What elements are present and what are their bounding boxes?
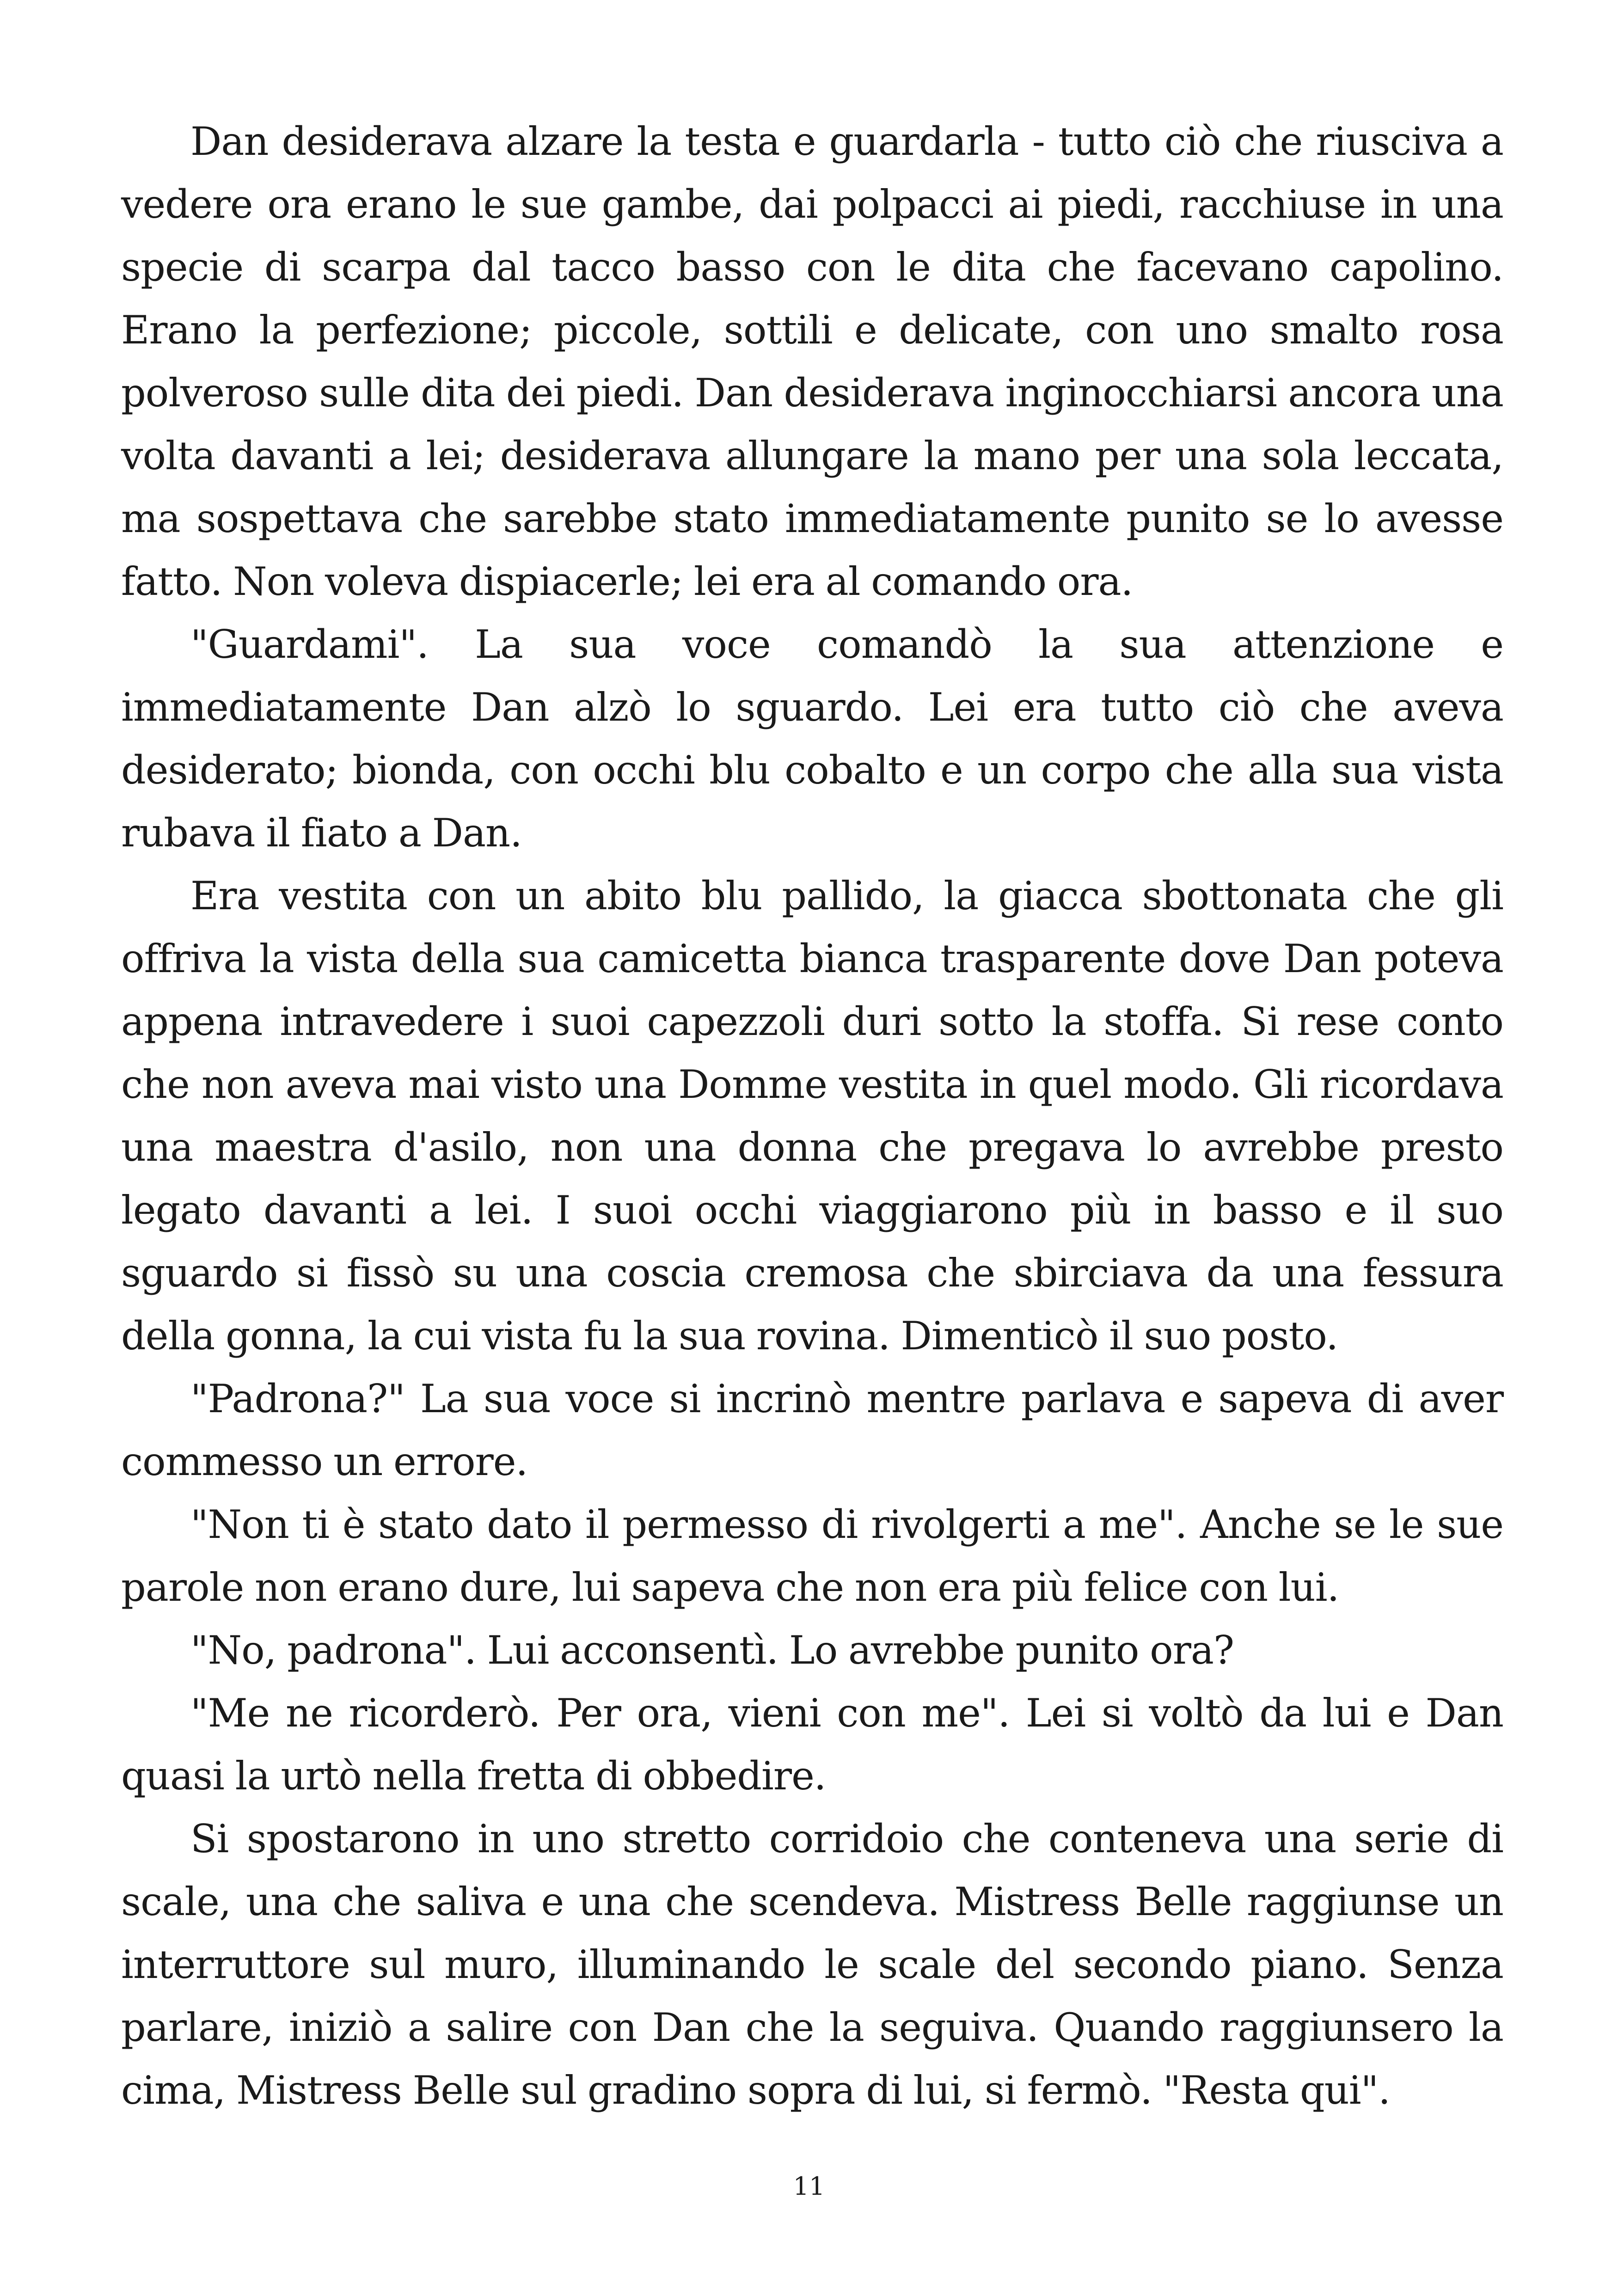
paragraph: Dan desiderava alzare la testa e guardarla - tutto ciò che riusciva a vedere ora erano le sue gambe, dai polpacci ai piedi, racchiuse in una specie di scarpa dal tacco basso con le dita che facevano capolino. Erano la perfezione; piccole, sottili e delicate, con uno smalto rosa polveroso sulle dita dei piedi. Dan desiderava inginocchiarsi ancora una volta davanti a lei; desiderava allungare la mano per una sola leccata, ma sospettava che sarebbe stato immediatamente punito se lo avesse fatto. Non voleva dispiacerle; lei era al comando ora.: [121, 119, 1503, 604]
paragraph: "No, padrona". Lui acconsentì. Lo avrebbe punito ora?: [190, 1628, 1234, 1673]
paragraph: "Me ne ricorderò. Per ora, vieni con me". Lei si voltò da lui e Dan quasi la urtò nella fretta di obbedire.: [121, 1690, 1503, 1799]
paragraph: "Guardami". La sua voce comandò la sua attenzione e immediatamente Dan alzò lo sguardo. Lei era tutto ciò che aveva desiderato; bionda, con occhi blu cobalto e un corpo che alla sua vista rubava il fiato a Dan.: [121, 622, 1503, 856]
paragraph: Era vestita con un abito blu pallido, la giacca sbottonata che gli offriva la vista della sua camicetta bianca trasparente dove Dan poteva appena intravedere i suoi capezzoli duri sotto la stoffa. Si rese conto che non aveva mai visto una Domme vestita in quel modo. Gli ricordava una maestra d'asilo, non una donna che pregava lo avrebbe presto legato davanti a lei. I suoi occhi viaggiarono più in basso e il suo sguardo si fissò su una coscia cremosa che sbirciava da una fessura della gonna, la cui vista fu la sua rovina. Dimenticò il suo posto.: [121, 873, 1503, 1359]
page-number: 11: [793, 2172, 825, 2201]
paragraph: Si spostarono in uno stretto corridoio che conteneva una serie di scale, una che saliva e una che scendeva. Mistress Belle raggiunse un interruttore sul muro, illuminando le scale del secondo piano. Senza parlare, iniziò a salire con Dan che la seguiva. Quando raggiunsero la cima, Mistress Belle sul gradino sopra di lui, si fermò. "Resta qui".: [121, 1816, 1503, 2113]
page-body: [121, 110, 1503, 2122]
paragraph: "Padrona?" La sua voce si incrinò mentre parlava e sapeva di aver commesso un errore.: [121, 1376, 1503, 1484]
paragraph: "Non ti è stato dato il permesso di rivolgerti a me". Anche se le sue parole non erano dure, lui sapeva che non era più felice con lui.: [121, 1502, 1503, 1610]
